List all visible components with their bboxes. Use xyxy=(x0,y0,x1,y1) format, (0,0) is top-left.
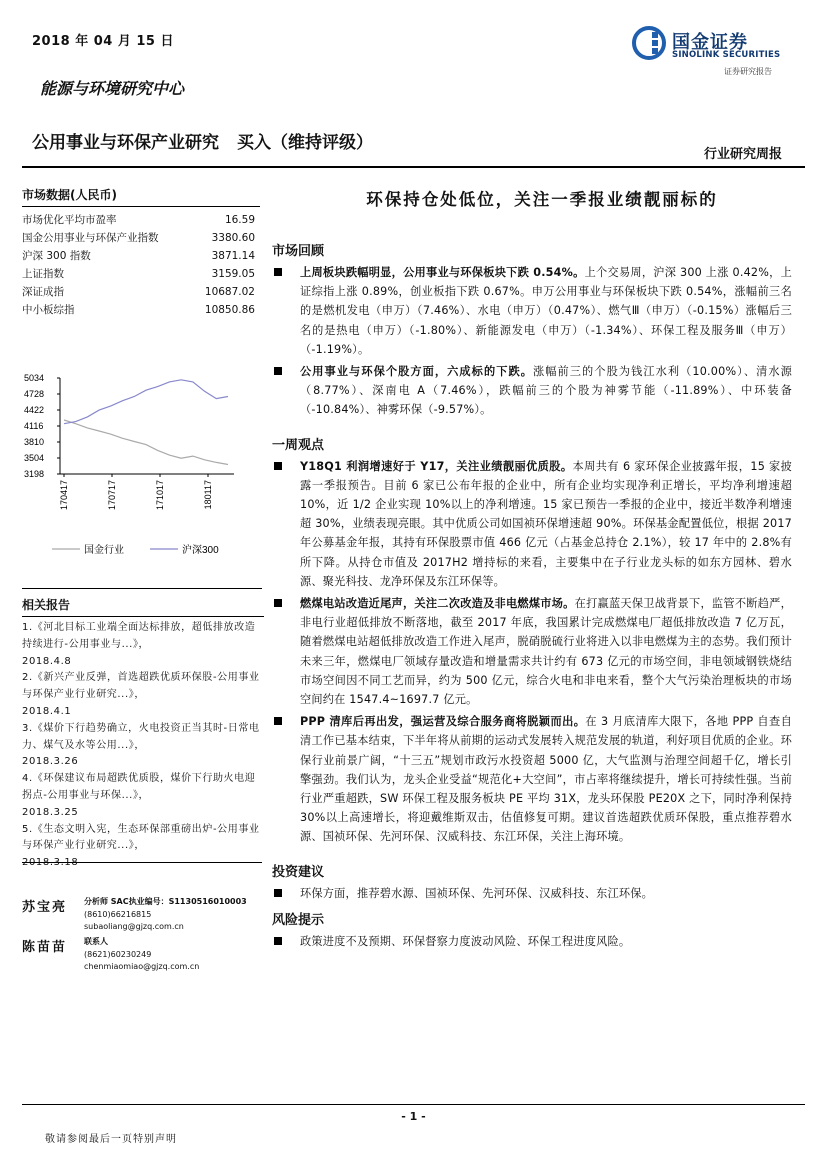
footer-divider xyxy=(22,1104,805,1105)
related-reports-title: 相关报告 xyxy=(22,596,264,617)
analyst-email[interactable]: subaoliang@gjzq.com.cn xyxy=(84,922,184,931)
paragraph: PPP 清库后再出发，强运营及综合服务商将脱颖而出。在 3 月底清库大限下，各地 PPP 自查自清工作已基本结束，下半年将从前期的运动式发展转入规范发展的轨道，利好项目优质的企业。环保行业前景广阔，“十三五”规划市政污水投资超 5000 亿，大气监测与治理空间超千亿，增长引擎强劲。我们认为，龙头企业受益“规范化+大空间”，市占率将继续提升，增长可持续性强。当前行业严重超跌，SW 环保工程及服务板块 PE 平均 31X，龙头环保股 PE20X 之下，同时净利保持 30%以上高速增长，将迎戴维斯双击，估值修复可期。建议首选超跌优质环保股，重点推荐碧水源、国祯环保、先河环保、汉威科技、东江环保，关注上海环境。 xyxy=(272,712,792,846)
market-row: 国金公用事业与环保产业指数 3380.60 xyxy=(22,232,255,244)
index-trend-chart-svg xyxy=(22,368,260,568)
bullet-icon xyxy=(274,462,282,470)
analyst-name: 苏宝亮 xyxy=(22,900,68,915)
bullet-icon xyxy=(274,599,282,607)
main-content xyxy=(272,186,792,954)
report-date: 2018 年 04 月 15 日 xyxy=(32,34,174,49)
related-report-item[interactable]: 5.《生态文明入宪，生态环保部重磅出炉-公用事业与环保产业行业研究...》， xyxy=(22,823,260,852)
rating-label: 买入（维持评级） xyxy=(237,133,373,153)
related-report-date: 2018.4.1 xyxy=(22,705,72,717)
market-row: 上证指数 3159.05 xyxy=(22,268,255,280)
y-tick-label: 4728 xyxy=(24,389,45,399)
main-title: 环保持仓处低位，关注一季报业绩靓丽标的 xyxy=(366,190,718,209)
related-report-item[interactable]: 1.《河北目标工业端全面达标排放，超低排放改造持续进行-公用事业与...》， xyxy=(22,622,256,650)
x-tick-label: 171017 xyxy=(155,480,165,511)
market-row: 沪深 300 指数 3871.14 xyxy=(22,250,255,262)
report-title: 公用事业与环保产业研究 xyxy=(32,133,219,153)
logo-mark-icon xyxy=(632,26,666,60)
page-number: - 1 - xyxy=(401,1110,426,1123)
related-report-date: 2018.3.25 xyxy=(22,806,79,818)
logo-subtitle: 证券研究报告 xyxy=(724,67,772,76)
paragraph: Y18Q1 利润增速好于 Y17，关注业绩靓丽优质股。本周共有 6 家环保企业披露年报，15 家披露一季报预告。目前 6 家已公布年报的企业中，所有企业均实现净利正增长，平均净利增速超 10%，近 1/2 企业实现 10%以上的净利增速。15 家已预告一季报的企业中，接近半数净利增速超 30%，业绩表现亮眼。其中优质公司如国祯环保增速超 90%。环保基金配置低位，根据 2017 年公募基金年报，其持有环保股票市值 466 亿元（占基金总持仓 2.1%），较 17 年中的 2.8%有所下降。从持仓市值及 2017H2 增持标的来看，主要集中在子行业龙头标的如东方园林、碧水源、聚光科技、龙净环保及东江环保等。 xyxy=(272,457,792,591)
y-tick-label: 4116 xyxy=(24,421,44,431)
left-divider xyxy=(22,588,262,589)
bullet-icon xyxy=(274,367,282,375)
analyst-info: 分析师 SAC执业编号：S1130516010003 (8610)66216815 subaoliang@gjzq.com.cn xyxy=(84,896,247,934)
paragraph: 政策进度不及预期、环保督察力度波动风险、环保工程进度风险。 xyxy=(272,932,792,951)
related-report-item[interactable]: 2.《新兴产业反弹，首选超跌优质环保股-公用事业与环保产业行业研究...》， xyxy=(22,672,260,701)
section-heading: 投资建议 xyxy=(272,864,325,880)
section-heading: 市场回顾 xyxy=(272,244,325,259)
section-heading: 风险提示 xyxy=(272,912,325,928)
y-tick-label: 3198 xyxy=(24,469,45,479)
paragraph: 环保方面，推荐碧水源、国祯环保、先河环保、汉威科技、东江环保。 xyxy=(272,884,792,903)
left-divider xyxy=(22,862,262,863)
market-data-panel xyxy=(22,186,260,319)
related-report-item[interactable]: 4.《环保建议布局超跌优质股，煤价下行助火电迎拐点-公用事业与环保...》， xyxy=(22,773,256,801)
index-trend-chart xyxy=(22,368,260,568)
research-center-name: 能源与环境研究中心 xyxy=(40,79,185,98)
x-tick-label: 180117 xyxy=(203,480,213,510)
related-report-date: 2018.4.8 xyxy=(22,655,72,667)
paragraph: 公用事业与环保个股方面，六成标的下跌。涨幅前三的个股为钱江水利（10.00%）、清水源（8.77%）、深南电 A（7.46%），跌幅前三的个股为神雾节能（-11.89%）、中环装备（-10.84%）、神雾环保（-9.57%）。 xyxy=(272,362,792,420)
company-logo xyxy=(632,24,802,84)
series-line-0 xyxy=(64,420,228,465)
disclaimer[interactable]: 敬请参阅最后一页特别声明 xyxy=(45,1134,177,1145)
market-row: 中小板综指 10850.86 xyxy=(22,304,255,316)
related-report-date: 2018.3.26 xyxy=(22,756,79,768)
bullet-icon xyxy=(274,937,282,945)
market-row: 深证成指 10687.02 xyxy=(22,286,255,298)
bullet-icon xyxy=(274,717,282,725)
y-tick-label: 4422 xyxy=(24,405,45,415)
paragraph: 燃煤电站改造近尾声，关注二次改造及非电燃煤市场。在打赢蓝天保卫战背景下，监管不断趋严，非电行业超低排放不断落地，截至 2017 年底，我国累计完成燃煤电厂超低排放改造 7 亿万瓦，随着燃煤电站超低排放改造工作进入尾声，脱硝脱硫行业将进入以非电燃煤为主的态势。我们预计未来三年，燃煤电厂领域存量改造和增量需求共计约有 673 亿元的市场空间，非电领域钢铁烧结市场空间因不同工艺而异，约为 500 亿元，综合火电和非电来看，整个大气污染治理板块的市场空间约在 1547.4~1697.7 亿元。 xyxy=(272,594,792,709)
report-title-line xyxy=(32,128,373,153)
y-tick-label: 5034 xyxy=(24,373,45,383)
logo-english-name: SINOLINK SECURITIES xyxy=(672,50,781,60)
y-tick-label: 3504 xyxy=(24,453,45,463)
paragraph: 上周板块跌幅明显，公用事业与环保板块下跌 0.54%。上个交易周，沪深 300 上涨 0.42%，上证综指上涨 0.89%，创业板指下跌 0.67%。申万公用事业与环保板块下跌 0.54%，涨幅前三名的是燃机发电（申万）（7.46%）、水电（申万）（0.47%）、燃气Ⅲ（申万）（-0.15%）涨幅后三名的是热电（申万）（-1.80%）、新能源发电（申万）（-1.34%）、环保工程及服务Ⅲ（申万）（-1.19%）。 xyxy=(272,263,792,359)
analyst-email[interactable]: chenmiaomiao@gjzq.com.cn xyxy=(84,962,200,971)
related-report-date xyxy=(22,855,264,872)
series-line-1 xyxy=(64,380,228,424)
market-data-title: 市场数据(人民币) xyxy=(22,186,260,207)
y-tick-label: 3810 xyxy=(24,437,45,447)
x-tick-label: 170417 xyxy=(59,480,69,511)
legend-label: 国金行业 xyxy=(84,545,124,556)
analyst-info: 联系人 (8621)60230249 chenmiaomiao@gjzq.com.cn xyxy=(84,936,199,974)
header-divider xyxy=(22,166,805,168)
section-heading: 一周观点 xyxy=(272,437,325,453)
analyst-name: 陈苗苗 xyxy=(22,940,68,955)
logo-chinese-name: 国金证券 xyxy=(672,32,748,53)
bullet-icon xyxy=(274,268,282,276)
report-type: 行业研究周报 xyxy=(703,147,782,162)
x-tick-label: 170717 xyxy=(107,480,117,511)
market-row: 市场优化平均市盈率 16.59 xyxy=(22,214,255,226)
legend-label: 沪深300 xyxy=(182,545,219,556)
related-reports xyxy=(22,596,264,872)
bullet-icon xyxy=(274,889,282,897)
related-report-item[interactable]: 3.《煤价下行趋势确立，火电投资正当其时-日常电力、煤气及水等公用...》， xyxy=(22,722,260,751)
